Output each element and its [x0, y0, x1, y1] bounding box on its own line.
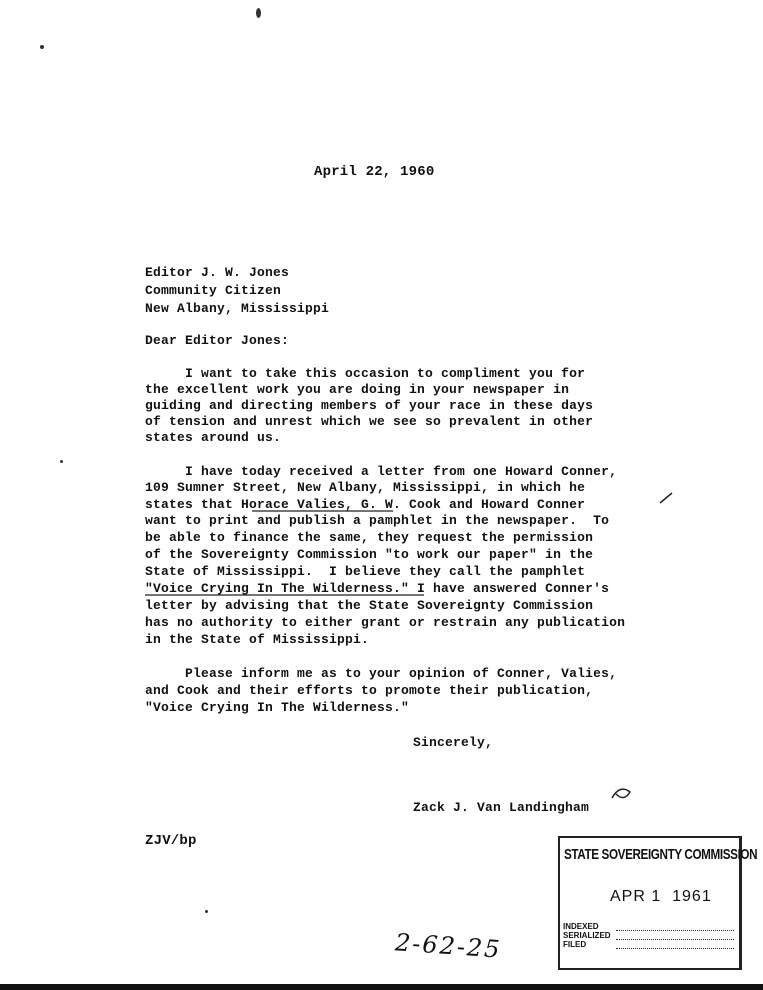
paragraph-line: I have today received a letter from one Howard Conner,	[145, 464, 618, 479]
paragraph-line: 109 Sumner Street, New Albany, Mississippi, in which he	[145, 480, 586, 495]
paragraph-line: be able to finance the same, they request the permission	[145, 530, 594, 545]
paragraph-line: the excellent work you are doing in your newspaper in	[145, 382, 570, 397]
stamp-dotted-line	[616, 930, 734, 931]
signer-name: Zack J. Van Landingham	[413, 800, 590, 815]
recipient-line: New Albany, Mississippi	[145, 301, 330, 316]
scan-speck	[60, 460, 63, 463]
stamp-dotted-line	[616, 939, 734, 940]
paragraph-line: states around us.	[145, 430, 282, 445]
salutation: Dear Editor Jones:	[145, 333, 290, 348]
paragraph-line: of the Sovereignty Commission "to work our paper" in the	[145, 547, 594, 562]
paragraph-line: letter by advising that the State Sovereignty Commission	[145, 598, 594, 613]
stamp-label: FILED	[563, 940, 587, 949]
stamp-label: INDEXED	[563, 922, 599, 931]
paragraph-line: has no authority to either grant or restrain any publication	[145, 615, 626, 630]
scan-edge	[0, 984, 763, 990]
recipient-line: Community Citizen	[145, 283, 282, 298]
paragraph-line: in the State of Mississippi.	[145, 632, 370, 647]
stamp-labels	[563, 922, 611, 949]
paragraph-line: and Cook and their efforts to promote their publication,	[145, 683, 594, 698]
paragraph-line: "Voice Crying In The Wilderness."	[145, 700, 410, 715]
letter-date: April 22, 1960	[314, 164, 435, 180]
handwritten-file-number: 2-62-25	[394, 928, 503, 964]
stamp-date: APR 1 1961	[610, 888, 712, 905]
received-stamp	[558, 836, 758, 970]
check-mark	[612, 789, 630, 798]
paragraph-line: want to print and publish a pamphlet in the newspaper. To	[145, 513, 610, 528]
closing: Sincerely,	[413, 735, 494, 750]
paragraph-line: State of Mississippi. I believe they call the pamphlet	[145, 564, 586, 579]
check-mark	[660, 493, 672, 503]
scan-speck	[205, 910, 208, 913]
paragraph-line: I want to take this occasion to compliment you for	[145, 366, 586, 381]
stamp-dotted-line	[616, 948, 734, 949]
stamp-label: SERIALIZED	[563, 931, 611, 940]
scan-speck	[256, 8, 261, 18]
paragraph-line: "Voice Crying In The Wilderness." I have answered Conner's	[145, 581, 610, 596]
recipient-line: Editor J. W. Jones	[145, 265, 290, 280]
paragraph-line: Please inform me as to your opinion of Conner, Valies,	[145, 666, 618, 681]
typist-initials: ZJV/bp	[145, 833, 197, 849]
stamp-title: STATE SOVEREIGNTY COMMISSION	[564, 846, 758, 863]
scan-speck	[40, 45, 44, 49]
paragraph-line: of tension and unrest which we see so prevalent in other	[145, 414, 594, 429]
paragraph-line: guiding and directing members of your race in these days	[145, 398, 594, 413]
paragraph-line: states that Horace Valies, G. W. Cook and Howard Conner	[145, 497, 586, 512]
